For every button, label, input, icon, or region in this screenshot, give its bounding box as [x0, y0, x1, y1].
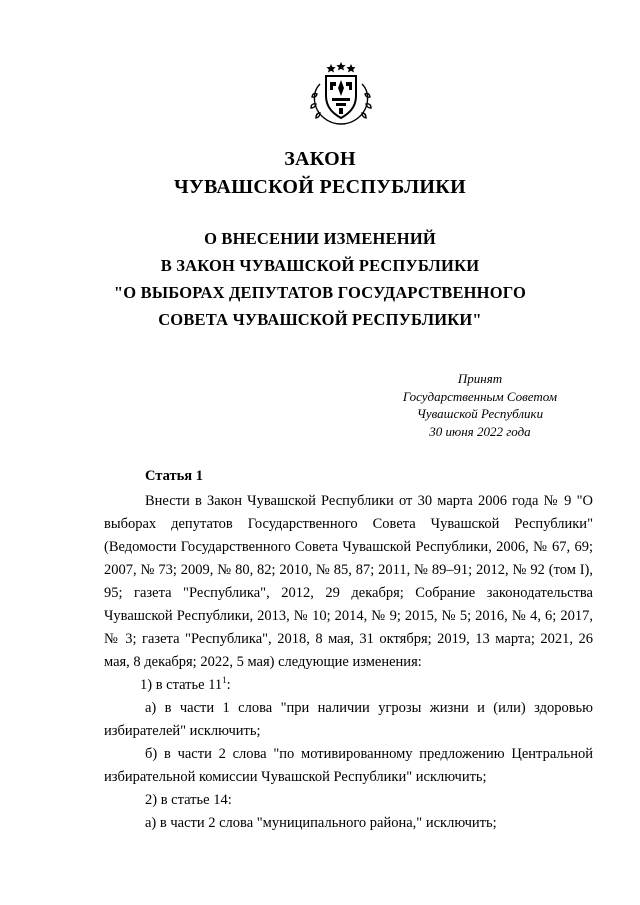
amendment-item-1	[104, 674, 593, 697]
subject-line-3: "О ВЫБОРАХ ДЕПУТАТОВ ГОСУДАРСТВЕННОГО	[113, 283, 527, 302]
adoption-line-2: Государственным Советом	[402, 388, 558, 404]
amendment-item-1a: а) в части 1 слова "при наличии угрозы жизни и (или) здоровью избирателей" исключить;	[104, 700, 593, 739]
article-body	[104, 490, 593, 835]
amendment-item-2: 2) в статье 14:	[145, 792, 232, 808]
adoption-line-3: Чувашской Республики	[416, 406, 544, 421]
subject-line-4: СОВЕТА ЧУВАШСКОЙ РЕСПУБЛИКИ"	[158, 310, 482, 329]
amendment-item-1-colon: :	[226, 677, 231, 693]
amendment-item-1b: б) в части 2 слова "по мотивированному предложению Центральной избирательной комиссии Чувашской Республики" исключить;	[104, 746, 593, 785]
chuvash-emblem	[306, 62, 376, 128]
subject-line-2: В ЗАКОН ЧУВАШСКОЙ РЕСПУБЛИКИ	[160, 256, 480, 275]
adoption-line-1: Принят	[457, 371, 503, 386]
law-heading-1: ЗАКОН	[284, 148, 356, 170]
law-heading-2: ЧУВАШСКОЙ РЕСПУБЛИКИ	[174, 176, 466, 198]
adoption-date: 30 июня 2022 года	[429, 423, 531, 439]
adoption-note	[370, 370, 590, 440]
article-title: Статья 1	[145, 468, 203, 484]
amendment-item-1-text: 1) в статье 11	[140, 677, 223, 693]
subject-line-1: О ВНЕСЕНИИ ИЗМЕНЕНИЙ	[204, 229, 436, 248]
article-intro: Внести в Закон Чувашской Республики от 30 марта 2006 года № 9 "О выборах депутатов Государственного Совета Чувашской Республики" (Ведомости Государственного Совета Чувашской Республики, 2006, № 67, 69; 2007, № 73; 2009, № 80, 82; 2010, № 85, 87; 2011, № 89–91; 2012, № 92 (том I), 95; газета "Республика", 2012, 29 декабря; Собрание законодательства Чувашской Республики, 2013, № 10; 2014, № 9; 2015, № 5; 2016, № 4, 6; 2017, № 3; газета "Республика", 2018, 8 мая, 31 октября; 2019, 13 марта; 2021, 26 мая, 8 декабря; 2022, 5 мая) следующие изменения:	[104, 493, 593, 670]
superscript: 1	[222, 675, 227, 686]
amendment-item-2a: а) в части 2 слова "муниципального района," исключить;	[145, 815, 497, 831]
